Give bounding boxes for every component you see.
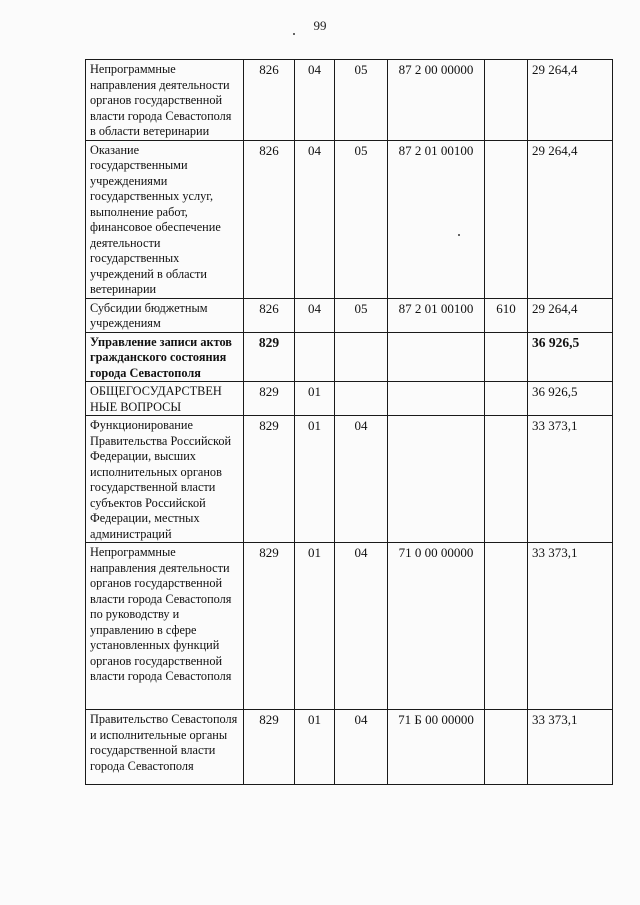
target-article: 71 0 00 00000 (388, 543, 485, 710)
amount: 33 373,1 (528, 543, 613, 710)
target-article (388, 416, 485, 543)
amount: 29 264,4 (528, 140, 613, 298)
row-name: Непрограммные направления деятельности органов государственной власти города Севастополя по руководству и управлению в сфере установленных функций органов государственной власти города Севастополя (86, 543, 244, 710)
row-name: Функционирование Правительства Российской Федерации, высших исполнительных органов государственной власти субъектов Российской Федерации, местных администраций (86, 416, 244, 543)
table-row (86, 710, 613, 785)
target-article: 71 Б 00 00000 (388, 710, 485, 785)
subsection-code: 04 (335, 543, 388, 710)
section-code: 01 (295, 543, 335, 710)
expense-type (485, 332, 528, 382)
admin-code: 826 (244, 60, 295, 141)
table-row (86, 416, 613, 543)
admin-code: 826 (244, 140, 295, 298)
section-code: 01 (295, 416, 335, 543)
amount: 33 373,1 (528, 710, 613, 785)
amount: 36 926,5 (528, 332, 613, 382)
admin-code: 829 (244, 382, 295, 416)
admin-code: 829 (244, 543, 295, 710)
table-row (86, 382, 613, 416)
target-article (388, 332, 485, 382)
amount: 29 264,4 (528, 60, 613, 141)
table-row (86, 140, 613, 298)
admin-code: 829 (244, 416, 295, 543)
row-name: ОБЩЕГОСУДАРСТВЕН НЫЕ ВОПРОСЫ (86, 382, 244, 416)
section-code: 04 (295, 298, 335, 332)
row-name: Оказание государственными учреждениями государственных услуг, выполнение работ, финансовое обеспечение деятельности государственных учреждений в области ветеринарии (86, 140, 244, 298)
admin-code: 829 (244, 332, 295, 382)
subsection-code: 05 (335, 140, 388, 298)
row-name: Управление записи актов гражданского состояния города Севастополя (86, 332, 244, 382)
section-code: 04 (295, 60, 335, 141)
target-article (388, 382, 485, 416)
section-code: 01 (295, 710, 335, 785)
subsection-code: 04 (335, 416, 388, 543)
amount: 29 264,4 (528, 298, 613, 332)
amount: 36 926,5 (528, 382, 613, 416)
page-number: 99 (313, 18, 327, 33)
section-code: 04 (295, 140, 335, 298)
expense-type (485, 710, 528, 785)
table-row (86, 60, 613, 141)
row-name: Субсидии бюджетным учреждениям (86, 298, 244, 332)
row-name: Правительство Севастополя и исполнительные органы государственной власти города Севастополя (86, 710, 244, 785)
table-row (86, 332, 613, 382)
budget-table (85, 59, 613, 785)
target-article: 87 2 01 00100 (388, 298, 485, 332)
subsection-code: 05 (335, 60, 388, 141)
expense-type (485, 416, 528, 543)
subsection-code (335, 332, 388, 382)
subsection-code (335, 382, 388, 416)
admin-code: 826 (244, 298, 295, 332)
scan-speck (293, 33, 295, 35)
subsection-code: 04 (335, 710, 388, 785)
table-row (86, 543, 613, 710)
expense-type (485, 382, 528, 416)
expense-type (485, 543, 528, 710)
section-code: 01 (295, 382, 335, 416)
expense-type (485, 140, 528, 298)
admin-code: 829 (244, 710, 295, 785)
expense-type: 610 (485, 298, 528, 332)
section-code (295, 332, 335, 382)
target-article: 87 2 00 00000 (388, 60, 485, 141)
subsection-code: 05 (335, 298, 388, 332)
table-row (86, 298, 613, 332)
expense-type (485, 60, 528, 141)
target-article: 87 2 01 00100 (388, 140, 485, 298)
row-name: Непрограммные направления деятельности органов государственной власти города Севастополя в области ветеринарии (86, 60, 244, 141)
amount: 33 373,1 (528, 416, 613, 543)
